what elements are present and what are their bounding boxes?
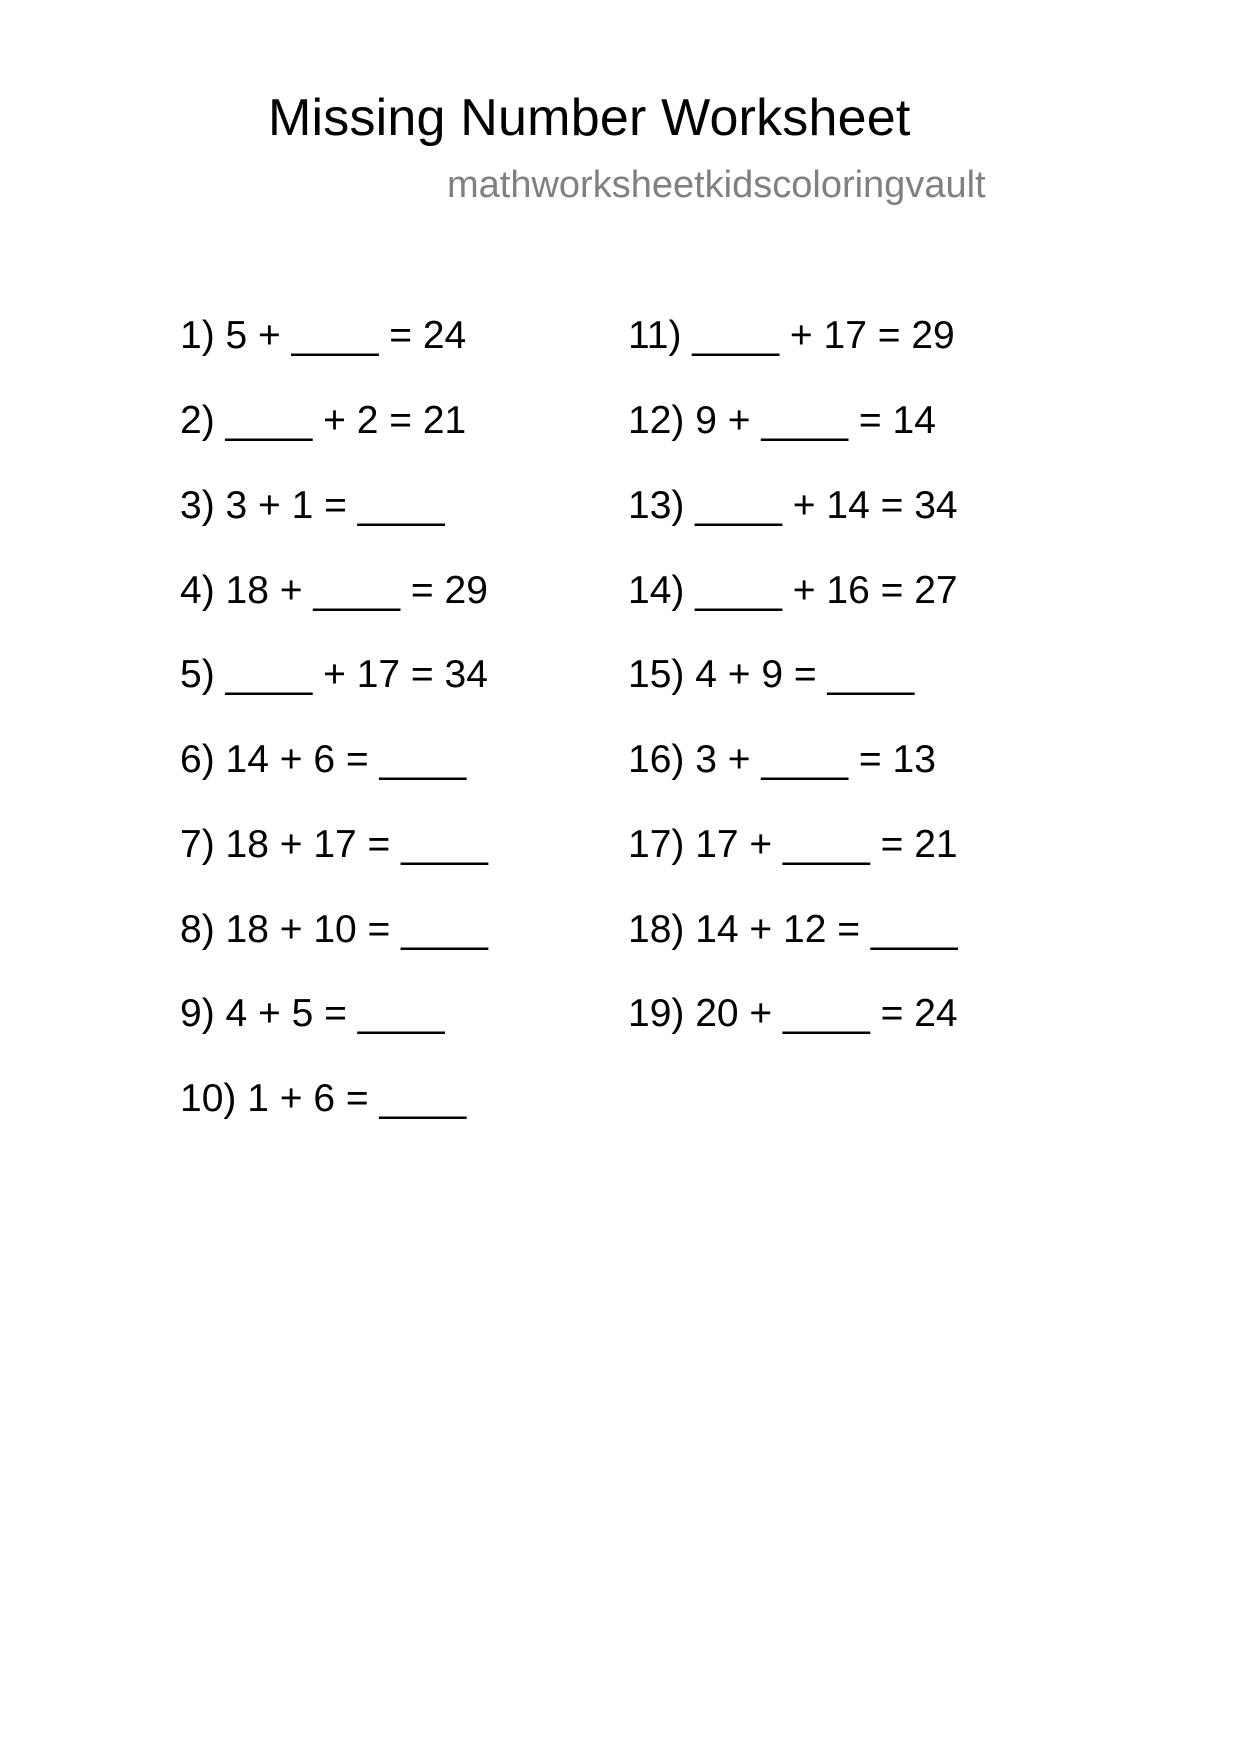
problem-9: 9) 4 + 5 = ____ bbox=[180, 992, 445, 1035]
problem-19: 19) 20 + ____ = 24 bbox=[628, 992, 958, 1035]
page-subtitle: mathworksheetkidscoloringvault bbox=[447, 164, 986, 206]
problem-8: 8) 18 + 10 = ____ bbox=[180, 908, 488, 951]
problem-3: 3) 3 + 1 = ____ bbox=[180, 484, 445, 527]
problem-11: 11) ____ + 17 = 29 bbox=[628, 314, 955, 357]
problem-14: 14) ____ + 16 = 27 bbox=[628, 569, 958, 612]
problem-4: 4) 18 + ____ = 29 bbox=[180, 569, 488, 612]
problem-18: 18) 14 + 12 = ____ bbox=[628, 908, 958, 951]
problem-7: 7) 18 + 17 = ____ bbox=[180, 823, 488, 866]
problem-17: 17) 17 + ____ = 21 bbox=[628, 823, 958, 866]
problem-5: 5) ____ + 17 = 34 bbox=[180, 653, 488, 696]
problem-1: 1) 5 + ____ = 24 bbox=[180, 314, 467, 357]
problem-2: 2) ____ + 2 = 21 bbox=[180, 399, 467, 442]
problem-10: 10) 1 + 6 = ____ bbox=[180, 1077, 467, 1120]
problem-15: 15) 4 + 9 = ____ bbox=[628, 653, 915, 696]
problem-12: 12) 9 + ____ = 14 bbox=[628, 399, 936, 442]
problem-6: 6) 14 + 6 = ____ bbox=[180, 738, 467, 781]
problem-13: 13) ____ + 14 = 34 bbox=[628, 484, 958, 527]
page-title: Missing Number Worksheet bbox=[268, 89, 911, 147]
problem-16: 16) 3 + ____ = 13 bbox=[628, 738, 936, 781]
